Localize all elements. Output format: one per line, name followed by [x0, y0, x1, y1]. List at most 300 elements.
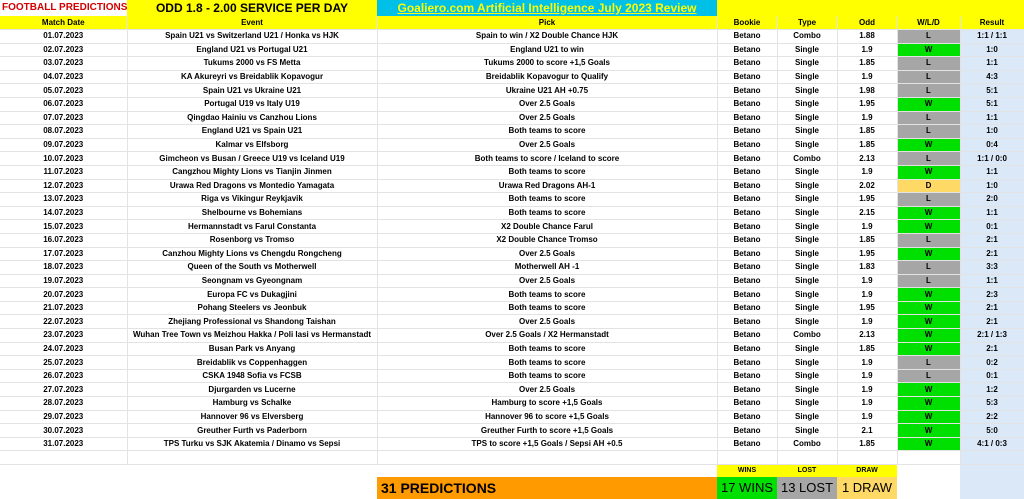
- cell-date: 20.07.2023: [0, 288, 127, 302]
- blank-row: [0, 451, 1024, 465]
- cell-wld: L: [897, 233, 960, 247]
- cell-pick: Both teams to score: [377, 369, 717, 383]
- cell-type: Single: [777, 261, 837, 275]
- cell-type: Combo: [777, 30, 837, 44]
- cell-wld: W: [897, 165, 960, 179]
- cell-odd: 1.85: [837, 125, 897, 139]
- cell-bookie: Betano: [717, 111, 777, 125]
- review-link[interactable]: Goaliero.com Artificial Intelligence July 2023 Review: [377, 0, 717, 16]
- header-wld: W/L/D: [897, 16, 960, 30]
- cell-wld: W: [897, 206, 960, 220]
- cell-type: Single: [777, 165, 837, 179]
- cell-type: Single: [777, 138, 837, 152]
- table-row: [0, 274, 1024, 288]
- blank-cell: [960, 451, 1024, 465]
- table-row: [0, 70, 1024, 84]
- banner-fill: [837, 0, 897, 16]
- table-row: [0, 30, 1024, 44]
- cell-date: 09.07.2023: [0, 138, 127, 152]
- cell-type: Single: [777, 356, 837, 370]
- header-odd: Odd: [837, 16, 897, 30]
- cell-wld: W: [897, 288, 960, 302]
- cell-date: 30.07.2023: [0, 424, 127, 438]
- banner-row: [0, 0, 1024, 16]
- cell-bookie: Betano: [717, 247, 777, 261]
- cell-result: 1:1: [960, 206, 1024, 220]
- cell-event: Kalmar vs Elfsborg: [127, 138, 377, 152]
- cell-wld: L: [897, 125, 960, 139]
- cell-pick: Both teams to score: [377, 356, 717, 370]
- blank-cell: [377, 451, 717, 465]
- cell-type: Single: [777, 70, 837, 84]
- cell-result: 4:3: [960, 70, 1024, 84]
- totals-spacer: [0, 477, 127, 499]
- cell-wld: W: [897, 43, 960, 57]
- cell-pick: Greuther Furth to score +1,5 Goals: [377, 424, 717, 438]
- cell-date: 12.07.2023: [0, 179, 127, 193]
- cell-pick: Both teams to score: [377, 301, 717, 315]
- cell-bookie: Betano: [717, 206, 777, 220]
- table-row: [0, 43, 1024, 57]
- cell-date: 16.07.2023: [0, 233, 127, 247]
- cell-bookie: Betano: [717, 193, 777, 207]
- cell-bookie: Betano: [717, 165, 777, 179]
- blank-cell: [837, 451, 897, 465]
- cell-result: 2:2: [960, 410, 1024, 424]
- cell-pick: Breidablik Kopavogur to Qualify: [377, 70, 717, 84]
- cell-bookie: Betano: [717, 356, 777, 370]
- cell-event: Canzhou Mighty Lions vs Chengdu Rongcheng: [127, 247, 377, 261]
- cell-event: Spain U21 vs Switzerland U21 / Honka vs HJK: [127, 30, 377, 44]
- table-row: [0, 220, 1024, 234]
- summary-header-row: [0, 465, 1024, 478]
- cell-odd: 1.85: [837, 437, 897, 451]
- table-row: [0, 152, 1024, 166]
- cell-event: Gimcheon vs Busan / Greece U19 vs Iceland U19: [127, 152, 377, 166]
- cell-type: Single: [777, 57, 837, 71]
- cell-pick: Tukums 2000 to score +1,5 Goals: [377, 57, 717, 71]
- cell-type: Single: [777, 84, 837, 98]
- cell-pick: Over 2.5 Goals / X2 Hermanstadt: [377, 329, 717, 343]
- cell-odd: 1.95: [837, 301, 897, 315]
- cell-event: England U21 vs Portugal U21: [127, 43, 377, 57]
- cell-odd: 1.85: [837, 342, 897, 356]
- cell-wld: D: [897, 179, 960, 193]
- cell-wld: L: [897, 193, 960, 207]
- cell-date: 11.07.2023: [0, 165, 127, 179]
- predictions-total: 31 PREDICTIONS: [377, 477, 717, 499]
- cell-wld: L: [897, 274, 960, 288]
- header-date: Match Date: [0, 16, 127, 30]
- cell-event: Zhejiang Professional vs Shandong Taishan: [127, 315, 377, 329]
- cell-result: 3:3: [960, 261, 1024, 275]
- cell-date: 02.07.2023: [0, 43, 127, 57]
- cell-result: 1:1 / 0:0: [960, 152, 1024, 166]
- cell-type: Single: [777, 410, 837, 424]
- cell-type: Single: [777, 315, 837, 329]
- cell-date: 15.07.2023: [0, 220, 127, 234]
- table-row: [0, 342, 1024, 356]
- cell-event: Europa FC vs Dukagjini: [127, 288, 377, 302]
- cell-odd: 2.13: [837, 152, 897, 166]
- cell-event: TPS Turku vs SJK Akatemia / Dinamo vs Sepsi: [127, 437, 377, 451]
- table-row: [0, 193, 1024, 207]
- blank-cell: [0, 451, 127, 465]
- cell-pick: X2 Double Chance Farul: [377, 220, 717, 234]
- cell-date: 07.07.2023: [0, 111, 127, 125]
- table-row: [0, 301, 1024, 315]
- cell-date: 31.07.2023: [0, 437, 127, 451]
- table-row: [0, 315, 1024, 329]
- summary-spacer: [897, 465, 960, 478]
- blank-cell: [897, 451, 960, 465]
- cell-bookie: Betano: [717, 301, 777, 315]
- cell-pick: X2 Double Chance Tromso: [377, 233, 717, 247]
- cell-event: Hannover 96 vs Elversberg: [127, 410, 377, 424]
- cell-bookie: Betano: [717, 179, 777, 193]
- cell-bookie: Betano: [717, 152, 777, 166]
- cell-bookie: Betano: [717, 125, 777, 139]
- cell-pick: Urawa Red Dragons AH-1: [377, 179, 717, 193]
- cell-date: 18.07.2023: [0, 261, 127, 275]
- service-title: ODD 1.8 - 2.00 SERVICE PER DAY: [127, 0, 377, 16]
- cell-odd: 1.9: [837, 111, 897, 125]
- cell-pick: Ukraine U21 AH +0.75: [377, 84, 717, 98]
- cell-event: Riga vs Vikingur Reykjavik: [127, 193, 377, 207]
- summary-spacer: [960, 465, 1024, 478]
- cell-date: 29.07.2023: [0, 410, 127, 424]
- header-pick: Pick: [377, 16, 717, 30]
- cell-bookie: Betano: [717, 288, 777, 302]
- header-type: Type: [777, 16, 837, 30]
- cell-type: Single: [777, 383, 837, 397]
- cell-pick: Over 2.5 Goals: [377, 97, 717, 111]
- cell-event: Queen of the South vs Motherwell: [127, 261, 377, 275]
- cell-type: Single: [777, 342, 837, 356]
- blank-cell: [777, 451, 837, 465]
- cell-date: 03.07.2023: [0, 57, 127, 71]
- cell-pick: Motherwell AH -1: [377, 261, 717, 275]
- cell-pick: Hamburg to score +1,5 Goals: [377, 397, 717, 411]
- cell-odd: 1.9: [837, 383, 897, 397]
- cell-result: 1:1: [960, 111, 1024, 125]
- cell-pick: Both teams to score / Iceland to score: [377, 152, 717, 166]
- table-row: [0, 165, 1024, 179]
- wins-total: 17 WINS: [717, 477, 777, 499]
- cell-bookie: Betano: [717, 30, 777, 44]
- cell-type: Single: [777, 125, 837, 139]
- draw-label: DRAW: [837, 465, 897, 478]
- table-row: [0, 410, 1024, 424]
- cell-bookie: Betano: [717, 342, 777, 356]
- cell-odd: 1.95: [837, 97, 897, 111]
- cell-odd: 1.85: [837, 138, 897, 152]
- cell-date: 05.07.2023: [0, 84, 127, 98]
- cell-odd: 2.13: [837, 329, 897, 343]
- cell-date: 01.07.2023: [0, 30, 127, 44]
- cell-pick: Over 2.5 Goals: [377, 247, 717, 261]
- cell-event: Shelbourne vs Bohemians: [127, 206, 377, 220]
- table-row: [0, 206, 1024, 220]
- table-row: [0, 437, 1024, 451]
- cell-odd: 1.9: [837, 369, 897, 383]
- cell-wld: L: [897, 30, 960, 44]
- cell-wld: L: [897, 84, 960, 98]
- cell-wld: L: [897, 111, 960, 125]
- cell-event: Tukums 2000 vs FS Metta: [127, 57, 377, 71]
- table-row: [0, 288, 1024, 302]
- cell-pick: Hannover 96 to score +1,5 Goals: [377, 410, 717, 424]
- cell-wld: L: [897, 70, 960, 84]
- table-row: [0, 57, 1024, 71]
- cell-type: Single: [777, 397, 837, 411]
- cell-event: Djurgarden vs Lucerne: [127, 383, 377, 397]
- cell-bookie: Betano: [717, 261, 777, 275]
- cell-wld: L: [897, 152, 960, 166]
- cell-event: Seongnam vs Gyeongnam: [127, 274, 377, 288]
- cell-event: Hamburg vs Schalke: [127, 397, 377, 411]
- cell-pick: Over 2.5 Goals: [377, 315, 717, 329]
- cell-result: 1:0: [960, 179, 1024, 193]
- cell-odd: 1.9: [837, 70, 897, 84]
- cell-result: 5:3: [960, 397, 1024, 411]
- cell-event: Urawa Red Dragons vs Montedio Yamagata: [127, 179, 377, 193]
- cell-result: 2:1: [960, 233, 1024, 247]
- cell-bookie: Betano: [717, 57, 777, 71]
- cell-event: England U21 vs Spain U21: [127, 125, 377, 139]
- cell-result: 0:1: [960, 220, 1024, 234]
- table-row: [0, 383, 1024, 397]
- cell-result: 1:2: [960, 383, 1024, 397]
- cell-wld: W: [897, 383, 960, 397]
- cell-result: 0:1: [960, 369, 1024, 383]
- cell-result: 2:1: [960, 315, 1024, 329]
- cell-pick: Both teams to score: [377, 193, 717, 207]
- cell-type: Single: [777, 179, 837, 193]
- cell-pick: Both teams to score: [377, 206, 717, 220]
- summary-spacer: [377, 465, 717, 478]
- cell-event: Busan Park vs Anyang: [127, 342, 377, 356]
- column-header-row: [0, 16, 1024, 30]
- cell-pick: Both teams to score: [377, 125, 717, 139]
- banner-fill: [777, 0, 837, 16]
- cell-date: 22.07.2023: [0, 315, 127, 329]
- cell-wld: L: [897, 57, 960, 71]
- cell-pick: Both teams to score: [377, 342, 717, 356]
- cell-date: 21.07.2023: [0, 301, 127, 315]
- cell-pick: Over 2.5 Goals: [377, 274, 717, 288]
- blank-cell: [717, 451, 777, 465]
- cell-result: 0:4: [960, 138, 1024, 152]
- cell-event: KA Akureyri vs Breidablik Kopavogur: [127, 70, 377, 84]
- cell-wld: W: [897, 329, 960, 343]
- cell-result: 5:1: [960, 84, 1024, 98]
- cell-odd: 1.9: [837, 315, 897, 329]
- lost-label: LOST: [777, 465, 837, 478]
- cell-type: Combo: [777, 329, 837, 343]
- cell-odd: 1.95: [837, 193, 897, 207]
- cell-odd: 1.88: [837, 30, 897, 44]
- cell-bookie: Betano: [717, 410, 777, 424]
- cell-pick: England U21 to win: [377, 43, 717, 57]
- cell-bookie: Betano: [717, 43, 777, 57]
- cell-wld: L: [897, 356, 960, 370]
- cell-odd: 1.9: [837, 288, 897, 302]
- cell-date: 13.07.2023: [0, 193, 127, 207]
- cell-result: 2:1: [960, 247, 1024, 261]
- cell-event: Pohang Steelers vs Jeonbuk: [127, 301, 377, 315]
- cell-date: 08.07.2023: [0, 125, 127, 139]
- cell-date: 19.07.2023: [0, 274, 127, 288]
- cell-bookie: Betano: [717, 70, 777, 84]
- cell-wld: W: [897, 410, 960, 424]
- summary-spacer: [127, 465, 377, 478]
- cell-date: 28.07.2023: [0, 397, 127, 411]
- cell-wld: W: [897, 301, 960, 315]
- cell-type: Combo: [777, 437, 837, 451]
- table-row: [0, 179, 1024, 193]
- table-row: [0, 329, 1024, 343]
- cell-result: 5:0: [960, 424, 1024, 438]
- cell-bookie: Betano: [717, 220, 777, 234]
- cell-odd: 1.98: [837, 84, 897, 98]
- cell-bookie: Betano: [717, 424, 777, 438]
- banner-fill: [897, 0, 960, 16]
- cell-event: Cangzhou Mighty Lions vs Tianjin Jinmen: [127, 165, 377, 179]
- cell-type: Single: [777, 97, 837, 111]
- banner-fill: [960, 0, 1024, 16]
- cell-result: 0:2: [960, 356, 1024, 370]
- cell-event: Wuhan Tree Town vs Meizhou Hakka / Poli Iasi vs Hermanstadt: [127, 329, 377, 343]
- cell-date: 26.07.2023: [0, 369, 127, 383]
- cell-odd: 1.9: [837, 43, 897, 57]
- draw-total: 1 DRAW: [837, 477, 897, 499]
- table-row: [0, 424, 1024, 438]
- cell-bookie: Betano: [717, 369, 777, 383]
- table-row: [0, 97, 1024, 111]
- totals-spacer: [127, 477, 377, 499]
- header-result: Result: [960, 16, 1024, 30]
- table-row: [0, 261, 1024, 275]
- cell-event: Rosenborg vs Tromso: [127, 233, 377, 247]
- cell-odd: 2.1: [837, 424, 897, 438]
- cell-result: 2:0: [960, 193, 1024, 207]
- cell-odd: 1.85: [837, 57, 897, 71]
- cell-bookie: Betano: [717, 437, 777, 451]
- cell-bookie: Betano: [717, 315, 777, 329]
- cell-date: 25.07.2023: [0, 356, 127, 370]
- cell-wld: L: [897, 369, 960, 383]
- cell-type: Combo: [777, 152, 837, 166]
- cell-result: 2:1: [960, 342, 1024, 356]
- cell-pick: Over 2.5 Goals: [377, 111, 717, 125]
- cell-odd: 1.9: [837, 397, 897, 411]
- cell-result: 2:1: [960, 301, 1024, 315]
- cell-pick: TPS to score +1,5 Goals / Sepsi AH +0.5: [377, 437, 717, 451]
- lost-total: 13 LOST: [777, 477, 837, 499]
- cell-event: Spain U21 vs Ukraine U21: [127, 84, 377, 98]
- cell-type: Single: [777, 247, 837, 261]
- cell-odd: 2.02: [837, 179, 897, 193]
- totals-spacer: [897, 477, 960, 499]
- cell-bookie: Betano: [717, 274, 777, 288]
- totals-spacer: [960, 477, 1024, 499]
- cell-type: Single: [777, 233, 837, 247]
- cell-wld: W: [897, 97, 960, 111]
- cell-event: Portugal U19 vs Italy U19: [127, 97, 377, 111]
- table-row: [0, 233, 1024, 247]
- table-row: [0, 247, 1024, 261]
- cell-result: 1:0: [960, 43, 1024, 57]
- cell-result: 5:1: [960, 97, 1024, 111]
- cell-odd: 1.85: [837, 233, 897, 247]
- cell-wld: W: [897, 424, 960, 438]
- cell-wld: W: [897, 342, 960, 356]
- cell-result: 4:1 / 0:3: [960, 437, 1024, 451]
- cell-type: Single: [777, 274, 837, 288]
- cell-result: 1:1: [960, 57, 1024, 71]
- table-row: [0, 397, 1024, 411]
- cell-result: 1:1: [960, 165, 1024, 179]
- cell-type: Single: [777, 369, 837, 383]
- cell-odd: 1.9: [837, 220, 897, 234]
- banner-title: FOOTBALL PREDICTIONS: [2, 2, 127, 13]
- cell-odd: 1.9: [837, 410, 897, 424]
- cell-pick: Spain to win / X2 Double Chance HJK: [377, 30, 717, 44]
- summary-spacer: [0, 465, 127, 478]
- cell-date: 10.07.2023: [0, 152, 127, 166]
- totals-row: [0, 477, 1024, 499]
- cell-bookie: Betano: [717, 383, 777, 397]
- cell-result: 2:3: [960, 288, 1024, 302]
- header-event: Event: [127, 16, 377, 30]
- cell-odd: 1.83: [837, 261, 897, 275]
- cell-type: Single: [777, 220, 837, 234]
- cell-bookie: Betano: [717, 397, 777, 411]
- cell-wld: W: [897, 315, 960, 329]
- cell-wld: W: [897, 247, 960, 261]
- cell-event: Breidablik vs Coppenhaggen: [127, 356, 377, 370]
- cell-date: 23.07.2023: [0, 329, 127, 343]
- cell-odd: 1.9: [837, 356, 897, 370]
- cell-date: 04.07.2023: [0, 70, 127, 84]
- cell-odd: 1.9: [837, 165, 897, 179]
- table-row: [0, 138, 1024, 152]
- wins-label: WINS: [717, 465, 777, 478]
- cell-pick: Over 2.5 Goals: [377, 383, 717, 397]
- cell-pick: Over 2.5 Goals: [377, 138, 717, 152]
- cell-event: CSKA 1948 Sofia vs FCSB: [127, 369, 377, 383]
- cell-wld: W: [897, 220, 960, 234]
- cell-bookie: Betano: [717, 138, 777, 152]
- cell-date: 27.07.2023: [0, 383, 127, 397]
- table-row: [0, 369, 1024, 383]
- cell-bookie: Betano: [717, 97, 777, 111]
- cell-wld: W: [897, 397, 960, 411]
- cell-pick: Both teams to score: [377, 288, 717, 302]
- cell-result: 1:0: [960, 125, 1024, 139]
- cell-type: Single: [777, 43, 837, 57]
- cell-event: Hermannstadt vs Farul Constanta: [127, 220, 377, 234]
- cell-bookie: Betano: [717, 329, 777, 343]
- cell-wld: L: [897, 261, 960, 275]
- cell-event: Qingdao Hainiu vs Canzhou Lions: [127, 111, 377, 125]
- cell-date: 24.07.2023: [0, 342, 127, 356]
- cell-bookie: Betano: [717, 84, 777, 98]
- cell-pick: Both teams to score: [377, 165, 717, 179]
- cell-date: 14.07.2023: [0, 206, 127, 220]
- cell-wld: W: [897, 437, 960, 451]
